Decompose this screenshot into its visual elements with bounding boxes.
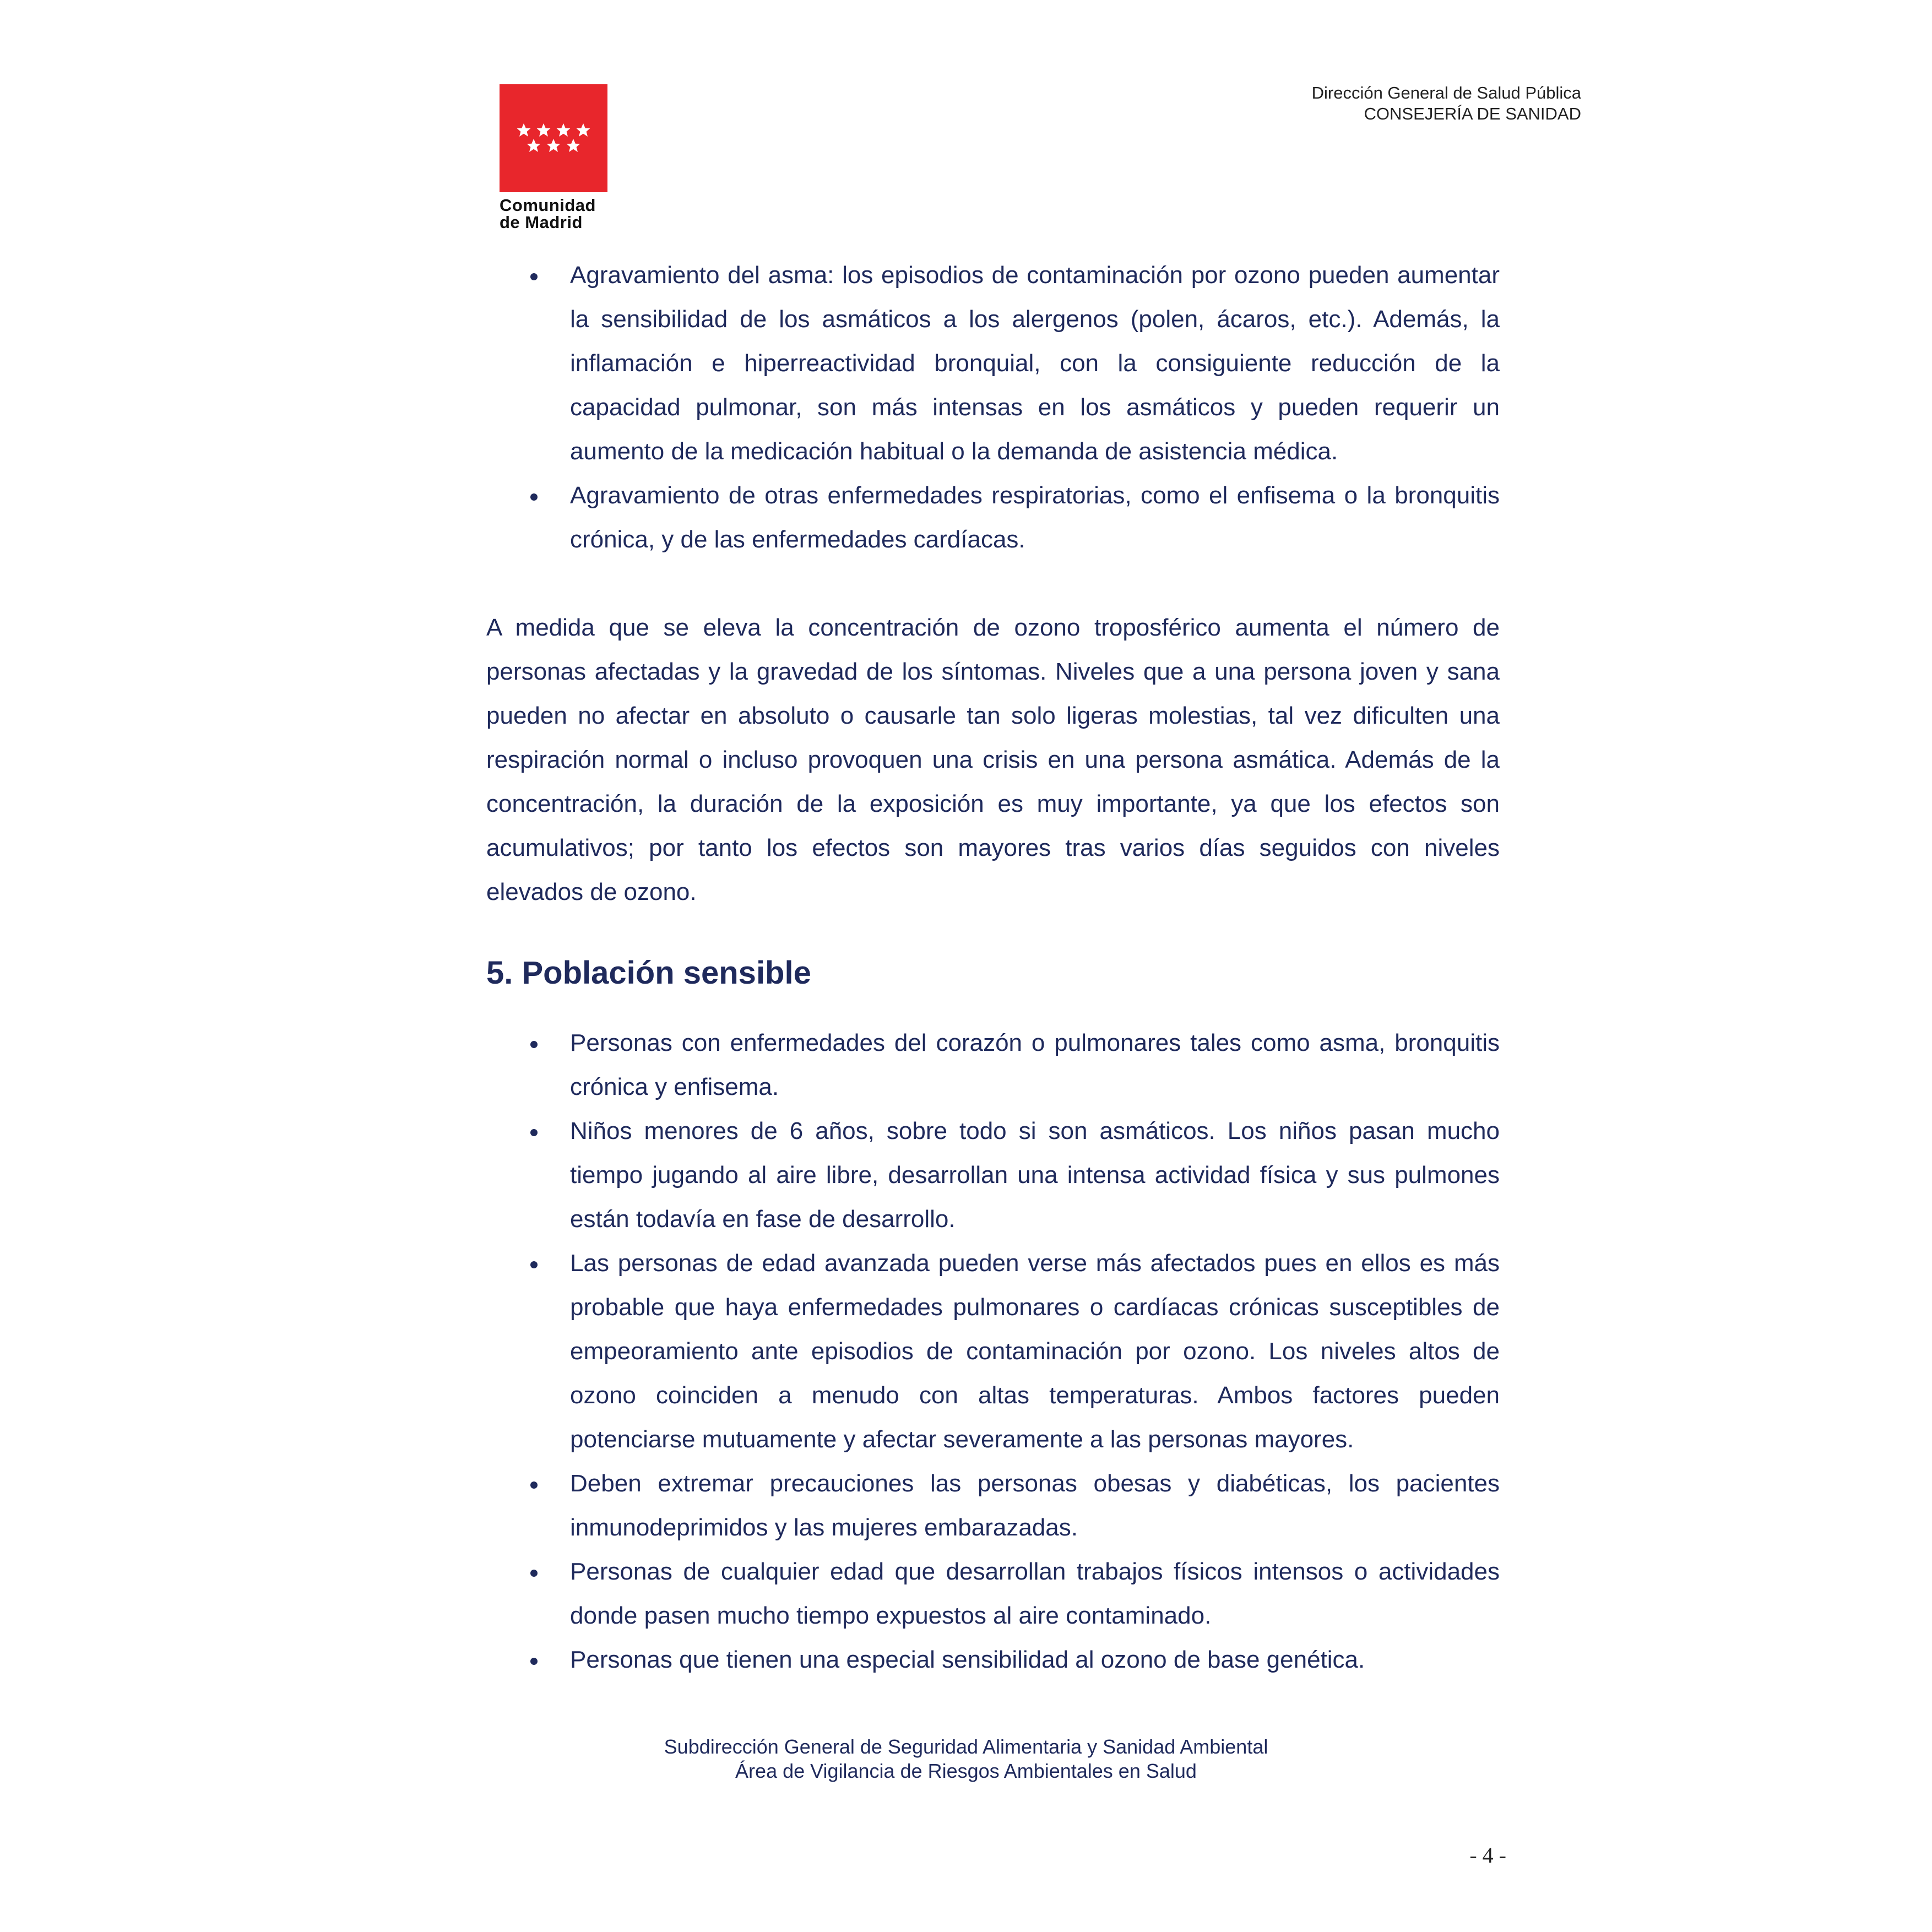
- bullet-icon: [530, 1129, 538, 1136]
- section-title: 5. Población sensible: [486, 955, 811, 991]
- bullet-list-section: [486, 1021, 1500, 1682]
- list-item: Personas con enfermedades del corazón o pulmonares tales como asma, bronquitis crónica y enfisema.: [486, 1021, 1500, 1109]
- bullet-icon: [530, 1570, 538, 1577]
- bullet-icon: [530, 1041, 538, 1048]
- footer-line-2: Área de Vigilancia de Riesgos Ambientales en Salud: [735, 1760, 1197, 1782]
- header-line-1: Dirección General de Salud Pública: [1311, 83, 1581, 102]
- list-item: Deben extremar precauciones las personas obesas y diabéticas, los pacientes inmunodeprimidos y las mujeres embarazadas.: [486, 1462, 1500, 1550]
- list-item: Agravamiento de otras enfermedades respiratorias, como el enfisema o la bronquitis crónica, y de las enfermedades cardíacas.: [486, 474, 1500, 562]
- logo-line-1: Comunidad: [500, 196, 596, 215]
- list-item: Personas que tienen una especial sensibilidad al ozono de base genética.: [486, 1638, 1500, 1682]
- bullet-icon: [530, 273, 538, 280]
- bullet-icon: [530, 1658, 538, 1665]
- comunidad-madrid-logo: [500, 84, 607, 231]
- stars-icon: [500, 84, 607, 192]
- body-paragraph: A medida que se eleva la concentración de ozono troposférico aumenta el número de personas afectadas y la gravedad de los síntomas. Niveles que a una persona joven y sana pueden no afectar en absoluto o causarle tan solo ligeras molestias, tal vez dificulten una respiración normal o incluso provoquen una crisis en una persona asmática. Además de la concentración, la duración de la exposición es muy importante, ya que los efectos son acumulativos; por tanto los efectos son mayores tras varios días seguidos con niveles elevados de ozono.: [486, 614, 1500, 905]
- page-number: - 4 -: [1469, 1843, 1506, 1868]
- list-item: Las personas de edad avanzada pueden verse más afectados pues en ellos es más probable que haya enfermedades pulmonares o cardíacas crónicas susceptibles de empeoramiento ante episodios de contaminación por ozono. Los niveles altos de ozono coinciden a menudo con altas temperaturas. Ambos factores pueden potenciarse mutuamente y afectar severamente a las personas mayores.: [486, 1241, 1500, 1462]
- list-item: Niños menores de 6 años, sobre todo si son asmáticos. Los niños pasan mucho tiempo jugando al aire libre, desarrollan una intensa actividad física y sus pulmones están todavía en fase de desarrollo.: [486, 1109, 1500, 1241]
- document-body: [486, 253, 1500, 1682]
- bullet-icon: [530, 1261, 538, 1268]
- page-header: [1312, 83, 1581, 124]
- logo-text: [500, 197, 607, 231]
- bullet-list-top: [486, 253, 1500, 562]
- logo-line-2: de Madrid: [500, 213, 583, 232]
- bullet-icon: [530, 1481, 538, 1489]
- header-line-2: CONSEJERÍA DE SANIDAD: [1364, 104, 1581, 123]
- logo-red-box: [500, 84, 607, 192]
- footer-line-1: Subdirección General de Seguridad Alimentaria y Sanidad Ambiental: [664, 1735, 1268, 1758]
- page-footer: [0, 1735, 1932, 1783]
- bullet-icon: [530, 493, 538, 501]
- list-item: Personas de cualquier edad que desarrollan trabajos físicos intensos o actividades donde pasen mucho tiempo expuestos al aire contaminado.: [486, 1550, 1500, 1638]
- list-item: Agravamiento del asma: los episodios de contaminación por ozono pueden aumentar la sensibilidad de los asmáticos a los alergenos (polen, ácaros, etc.). Además, la inflamación e hiperreactividad bronquial, con la consiguiente reducción de la capacidad pulmonar, son más intensas en los asmáticos y pueden requerir un aumento de la medicación habitual o la demanda de asistencia médica.: [486, 253, 1500, 474]
